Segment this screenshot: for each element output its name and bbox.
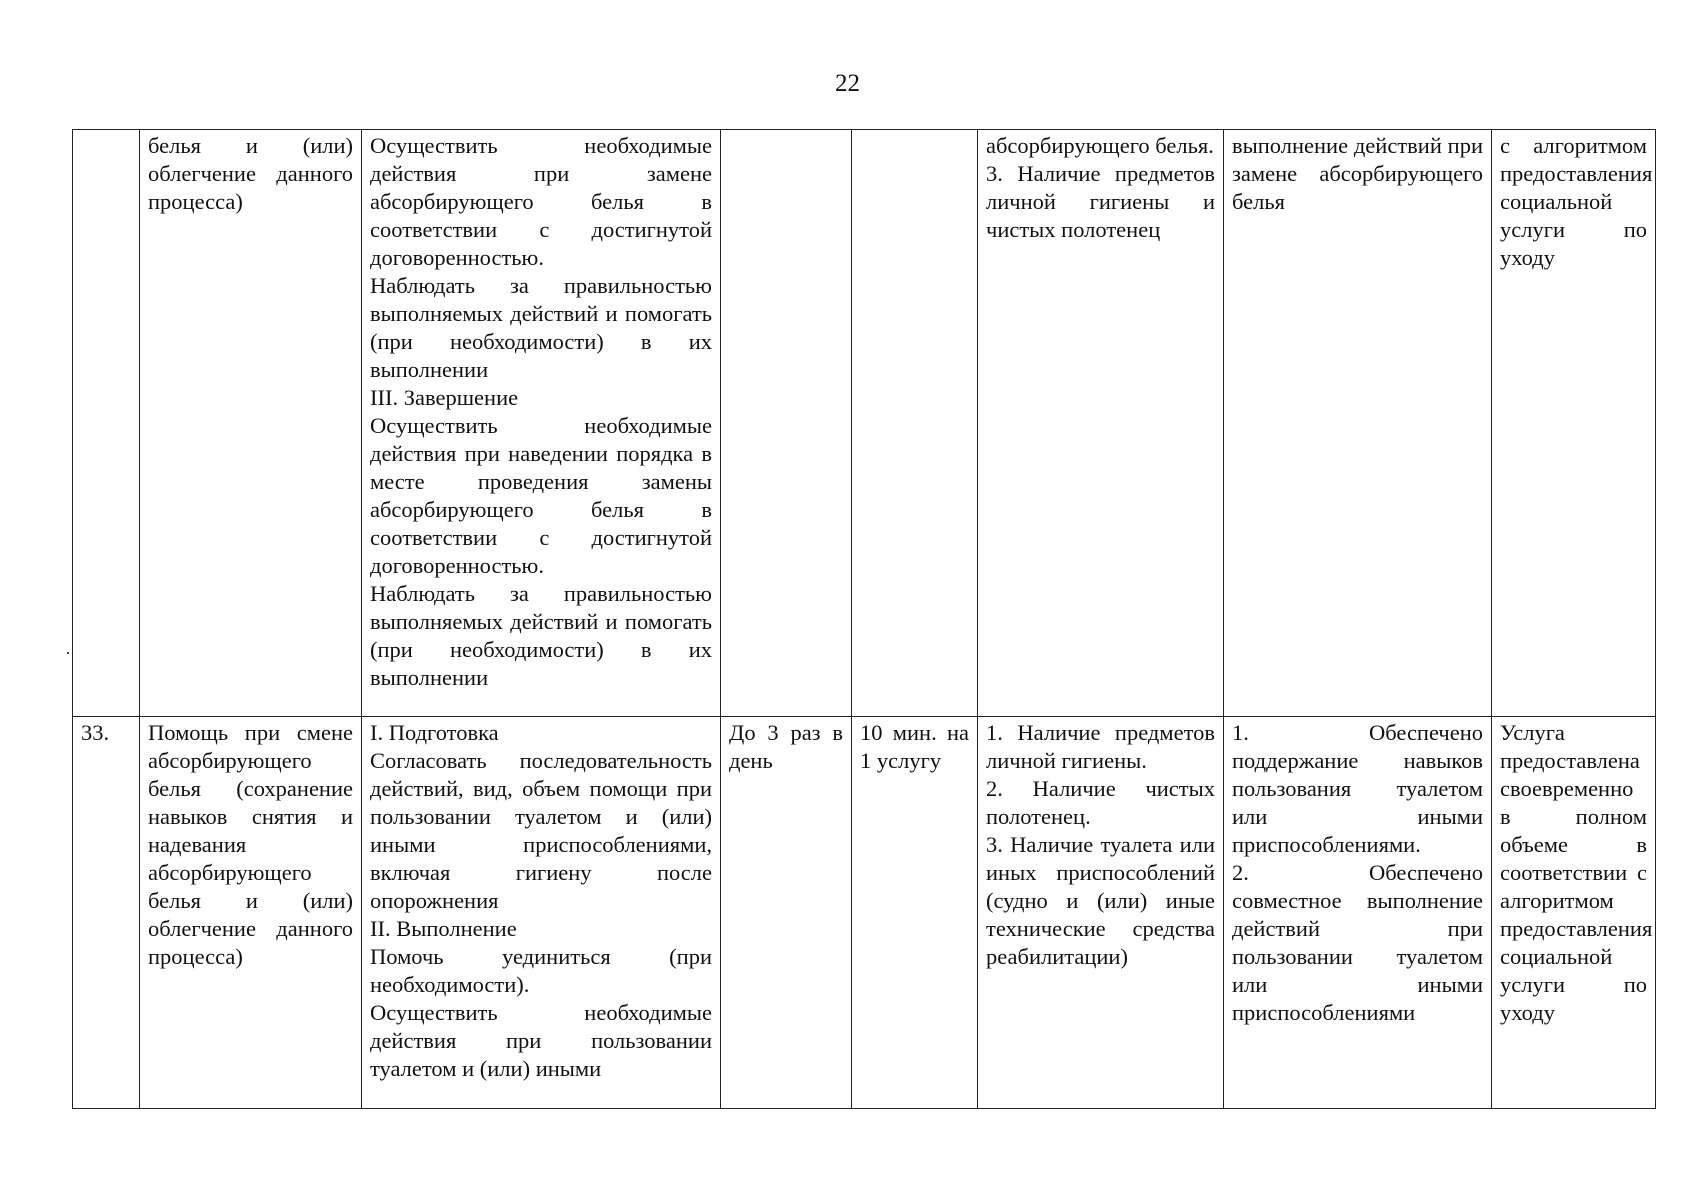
service-name-text: белья и (или) облегчение данного процесса) — [148, 133, 353, 214]
condition-item: 2. Наличие чистых полотенец. — [986, 776, 1215, 829]
duration-cell — [852, 130, 978, 717]
content-paragraph: Осуществить необходимые действия при пользовании туалетом и (или) иными — [370, 1000, 712, 1081]
duration-cell: 10 мин. на 1 услугу — [852, 717, 978, 1109]
quality-cell — [1492, 130, 1656, 717]
conditions-cell — [978, 717, 1224, 1109]
content-paragraph: Согласовать последовательность действий, вид, объем помощи при пользовании туалетом и (или) иными приспособлениями, включая гигиену после опорожнения — [370, 748, 712, 913]
service-content-cell — [362, 130, 721, 717]
result-item: выполнение действий при замене абсорбирующего белья — [1232, 133, 1483, 214]
quality-cell — [1492, 717, 1656, 1109]
condition-item: 3. Наличие предметов личной гигиены и чистых полотенец — [986, 161, 1215, 242]
frequency-cell — [721, 130, 852, 717]
content-paragraph: Наблюдать за правильностью выполняемых действий и помогать (при необходимости) в их выполнении — [370, 581, 712, 690]
quality-text: с алгоритмом предоставления социальной услуги по уходу — [1500, 133, 1653, 270]
content-paragraph: Помочь уединиться (при необходимости). — [370, 944, 712, 997]
page-number: 22 — [835, 70, 860, 97]
frequency-cell: До 3 раз в день — [721, 717, 852, 1109]
condition-item: 1. Наличие предметов личной гигиены. — [986, 720, 1215, 773]
row-number: 33. — [73, 717, 140, 1109]
quality-text: Услуга предоставлена своевременно в полном объеме в соответствии с алгоритмом предоставления социальной услуги по уходу — [1500, 720, 1653, 1025]
service-name-cell — [140, 717, 362, 1109]
service-name-cell — [140, 130, 362, 717]
content-section-heading: II. Выполнение — [370, 916, 517, 941]
result-item: 2. Обеспечено совместное выполнение действий при пользовании туалетом или иными приспособлениями — [1232, 860, 1483, 1025]
content-paragraph: Осуществить необходимые действия при замене абсорбирующего белья в соответствии с достигнутой договоренностью. — [370, 133, 712, 270]
condition-item: 3. Наличие туалета или иных приспособлений (судно и (или) иные технические средства реабилитации) — [986, 832, 1215, 969]
content-paragraph: Наблюдать за правильностью выполняемых действий и помогать (при необходимости) в их выполнении — [370, 273, 712, 382]
service-content-cell — [362, 717, 721, 1109]
result-cell — [1224, 130, 1492, 717]
table-row — [73, 130, 1656, 717]
table-row — [73, 717, 1656, 1109]
services-table — [72, 129, 1656, 1109]
result-item: 1. Обеспечено поддержание навыков пользования туалетом или иными приспособлениями. — [1232, 720, 1483, 857]
scan-artifact — [67, 652, 69, 654]
content-paragraph: Осуществить необходимые действия при наведении порядка в месте проведения замены абсорбирующего белья в соответствии с достигнутой договоренностью. — [370, 413, 712, 578]
result-cell — [1224, 717, 1492, 1109]
service-name-text: Помощь при смене абсорбирующего белья (сохранение навыков снятия и надевания абсорбирующего белья и (или) облегчение данного процесса) — [148, 720, 353, 969]
content-section-heading: I. Подготовка — [370, 720, 499, 745]
row-number — [73, 130, 140, 717]
condition-item: абсорбирующего белья. — [986, 133, 1214, 158]
content-section-heading: III. Завершение — [370, 385, 519, 410]
conditions-cell — [978, 130, 1224, 717]
